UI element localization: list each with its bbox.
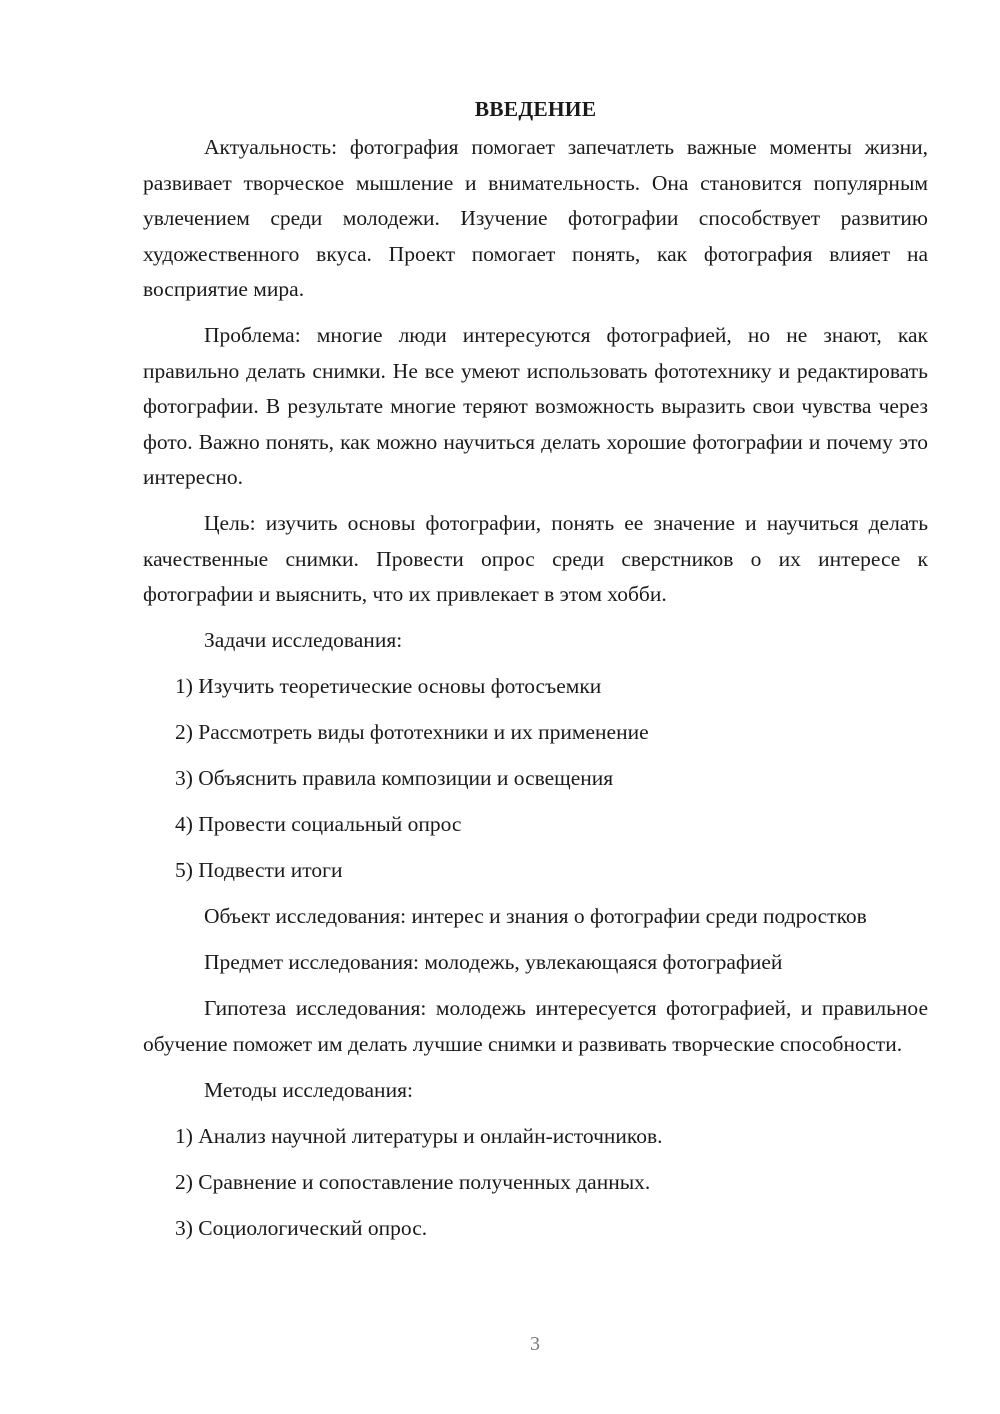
list-item: 2) Сравнение и сопоставление полученных данных. <box>175 1169 651 1194</box>
list-item: 5) Подвести итоги <box>175 858 343 882</box>
list-item: 3) Социологический опрос. <box>175 1215 428 1240</box>
tasks-heading: Задачи исследования: <box>204 628 403 652</box>
methods-heading: Методы исследования: <box>204 1077 413 1102</box>
list-item: 3) Объяснить правила композиции и освещения <box>175 766 614 790</box>
page-title: ВВЕДЕНИЕ <box>474 97 597 121</box>
object-paragraph: Объект исследования: интерес и знания о фотографии среди подростков <box>204 904 867 928</box>
list-item: 2) Рассмотреть виды фототехники и их применение <box>175 720 649 744</box>
hypothesis-paragraph: Гипотеза исследования: молодежь интересуется фотографией, и правильное обучение поможет им делать лучшие снимки и развивать творческие способности. <box>143 996 928 1056</box>
list-item: 1) Изучить теоретические основы фотосъемки <box>175 674 602 698</box>
list-item: 1) Анализ научной литературы и онлайн-источников. <box>175 1123 663 1148</box>
page-number: 3 <box>530 1333 540 1355</box>
list-item: 4) Провести социальный опрос <box>175 812 462 836</box>
subject-paragraph: Предмет исследования: молодежь, увлекающаяся фотографией <box>204 950 783 974</box>
problem-paragraph: Проблема: многие люди интересуются фотографией, но не знают, как правильно делать снимки. Не все умеют использовать фототехнику и редактировать фотографии. В результате многие теряют возможность выразить свои чувства через фото. Важно понять, как можно научиться делать хорошие фотографии и почему это интересно. <box>143 323 928 489</box>
document-page <box>143 94 928 1257</box>
goal-paragraph: Цель: изучить основы фотографии, понять ее значение и научиться делать качественные снимки. Провести опрос среди сверстников о их интересе к фотографии и выяснить, что их привлекает в этом хобби. <box>143 511 928 606</box>
methods-list <box>143 1119 928 1247</box>
relevance-paragraph: Актуальность: фотография помогает запечатлеть важные моменты жизни, развивает творческое мышление и внимательность. Она становится популярным увлечением среди молодежи. Изучение фотографии способствует развитию художественного вкуса. Проект помогает понять, как фотография влияет на восприятие мира. <box>143 135 928 301</box>
tasks-list <box>143 669 928 889</box>
